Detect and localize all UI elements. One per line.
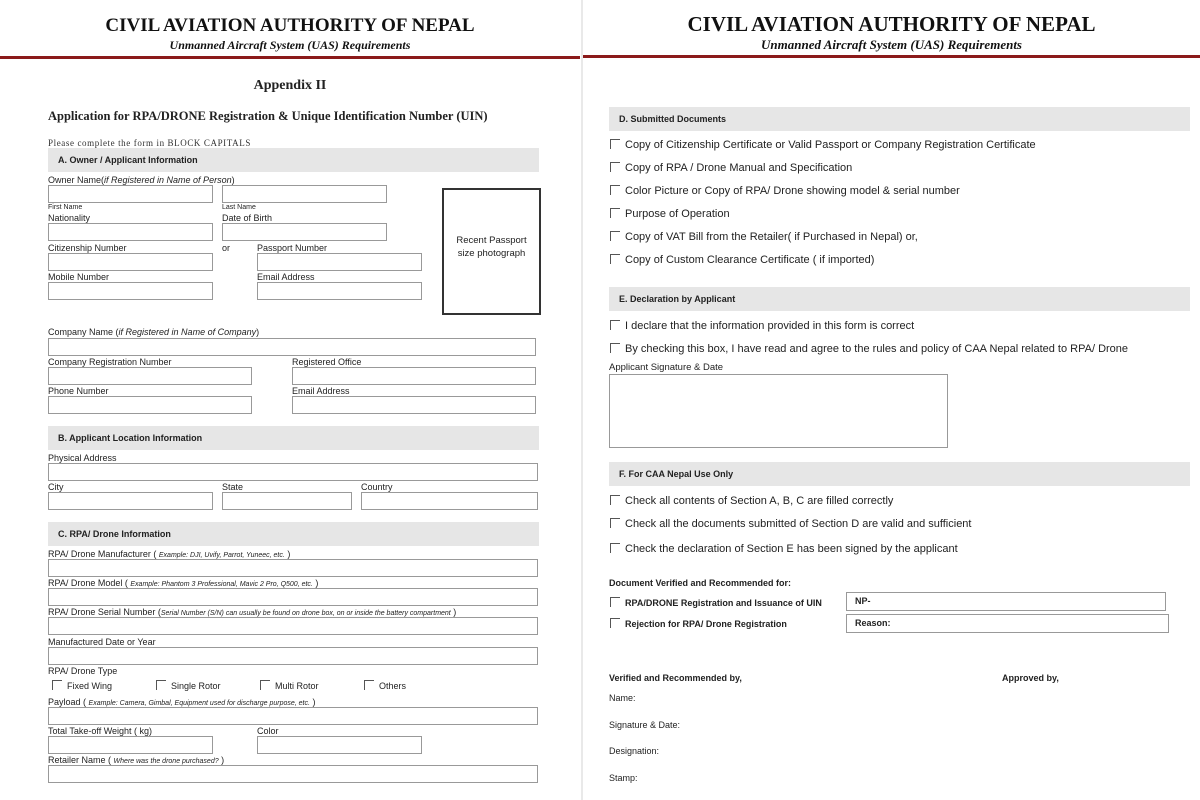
right-header-subtitle: Unmanned Aircraft System (UAS) Requirements [761,37,1022,52]
phone-field[interactable] [48,396,252,414]
payload-field[interactable] [48,707,538,725]
check-documents-d-checkbox[interactable]: Check all the documents submitted of Section D are valid and sufficient [610,518,971,530]
weight-field[interactable] [48,736,213,754]
retailer-field[interactable] [48,765,538,783]
dob-field[interactable] [222,223,387,241]
company-email-label: Email Address [292,386,350,396]
applicant-signature-label: Applicant Signature & Date [609,362,724,373]
model-label: RPA/ Drone Model ( Example: Phantom 3 Professional, Mavic 2 Pro, Q500, etc. ) [48,578,319,588]
first-name-field[interactable] [48,185,213,203]
mfg-date-label: Manufactured Date or Year [48,637,156,647]
state-label: State [222,482,244,492]
section-c-heading: C. RPA/ Drone Information [48,522,539,546]
form-instruction: Please complete the form in BLOCK CAPITALS [48,138,251,148]
section-f-heading: F. For CAA Nepal Use Only [609,462,1190,486]
first-name-label: First Name [48,204,83,211]
payload-label: Payload ( Example: Camera, Gimbal, Equipment used for discharge purpose, etc. ) [48,697,316,707]
country-field[interactable] [361,492,538,510]
mfg-date-field[interactable] [48,647,538,665]
np-number-field[interactable]: NP- [846,592,1166,611]
retailer-label: Retailer Name ( Where was the drone purchased? ) [48,755,225,765]
model-field[interactable] [48,588,538,606]
city-field[interactable] [48,492,213,510]
type-multi-rotor-checkbox[interactable]: Multi Rotor [260,680,319,691]
email-label: Email Address [257,272,315,282]
registered-office-field[interactable] [292,367,536,385]
applicant-signature-box[interactable] [609,374,948,448]
verified-for-label: Document Verified and Recommended for: [609,578,792,588]
rejection-checkbox[interactable]: Rejection for RPA/ Drone Registration [610,618,787,629]
passport-label: Passport Number [257,243,328,253]
physical-address-field[interactable] [48,463,538,481]
company-reg-field[interactable] [48,367,252,385]
section-e-heading: E. Declaration by Applicant [609,287,1190,311]
mobile-field[interactable] [48,282,213,300]
doc-custom-clearance-checkbox[interactable]: Copy of Custom Clearance Certificate ( if imported) [610,254,874,266]
mobile-label: Mobile Number [48,272,110,282]
designation-label: Designation: [609,746,660,756]
doc-picture-checkbox[interactable]: Color Picture or Copy of RPA/ Drone showing model & serial number [610,185,960,197]
right-header-rule [583,55,1200,58]
declaration-correct-checkbox[interactable]: I declare that the information provided in this form is correct [610,320,914,332]
photo-label-line1: Recent Passport [456,235,527,246]
email-field[interactable] [257,282,422,300]
citizenship-field[interactable] [48,253,213,271]
manufacturer-label: RPA/ Drone Manufacturer ( Example: DJI, Uvify, Parrot, Yuneec, etc. ) [48,549,291,559]
doc-citizenship-checkbox[interactable]: Copy of Citizenship Certificate or Valid Passport or Company Registration Certificate [610,139,1036,151]
reason-field[interactable]: Reason: [846,614,1169,633]
company-reg-label: Company Registration Number [48,357,172,367]
last-name-label: Last Name [222,204,256,211]
doc-vat-bill-checkbox[interactable]: Copy of VAT Bill from the Retailer( if Purchased in Nepal) or, [610,231,918,243]
phone-label: Phone Number [48,386,109,396]
color-field[interactable] [257,736,422,754]
serial-label: RPA/ Drone Serial Number (Serial Number (S/N) can usually be found on drone box, on or inside the battery compartment ) [48,607,457,617]
passport-field[interactable] [257,253,422,271]
section-d-heading: D. Submitted Documents [609,107,1190,131]
last-name-field[interactable] [222,185,387,203]
state-field[interactable] [222,492,352,510]
left-page [0,0,580,800]
doc-purpose-checkbox[interactable]: Purpose of Operation [610,208,730,220]
right-header-title: CIVIL AVIATION AUTHORITY OF NEPAL [687,12,1096,36]
registered-office-label: Registered Office [292,357,362,367]
city-label: City [48,482,64,492]
registration-uin-checkbox[interactable]: RPA/DRONE Registration and Issuance of UIN [610,597,822,608]
signature-date-label: Signature & Date: [609,720,681,730]
nationality-label: Nationality [48,213,91,223]
company-email-field[interactable] [292,396,536,414]
name-label: Name: [609,693,636,703]
or-label: or [222,243,231,253]
section-a-heading: A. Owner / Applicant Information [48,148,539,172]
type-single-rotor-checkbox[interactable]: Single Rotor [156,680,221,691]
weight-label: Total Take-off Weight ( kg) [48,726,153,736]
dob-label: Date of Birth [222,213,273,223]
left-header-rule [0,56,580,59]
color-label: Color [257,726,279,736]
type-others-checkbox[interactable]: Others [364,680,406,691]
right-page [583,0,1200,800]
left-header-subtitle: Unmanned Aircraft System (UAS) Requirements [169,38,411,52]
type-fixed-wing-checkbox[interactable]: Fixed Wing [52,680,112,691]
country-label: Country [361,482,393,492]
approved-by-label: Approved by, [1002,673,1059,683]
check-sections-abc-checkbox[interactable]: Check all contents of Section A, B, C are filled correctly [610,495,893,507]
citizenship-label: Citizenship Number [48,243,127,253]
form-title: Application for RPA/DRONE Registration & Unique Identification Number (UIN) [48,109,488,123]
left-header-title: CIVIL AVIATION AUTHORITY OF NEPAL [105,15,475,36]
check-declaration-e-checkbox[interactable]: Check the declaration of Section E has been signed by the applicant [610,543,958,555]
appendix-label: Appendix II [253,78,327,93]
passport-photo-box[interactable] [442,188,541,315]
company-name-field[interactable] [48,338,536,356]
declaration-agree-checkbox[interactable]: By checking this box, I have read and agree to the rules and policy of CAA Nepal related to RPA/ Drone [610,343,1128,355]
serial-field[interactable] [48,617,538,635]
nationality-field[interactable] [48,223,213,241]
doc-manual-checkbox[interactable]: Copy of RPA / Drone Manual and Specification [610,162,852,174]
section-b-heading: B. Applicant Location Information [48,426,539,450]
owner-name-label: Owner Name(if Registered in Name of Person) [48,175,235,185]
verified-by-label: Verified and Recommended by, [609,673,742,683]
stamp-label: Stamp: [609,773,638,783]
photo-label-line2: size photograph [457,248,526,259]
physical-address-label: Physical Address [48,453,117,463]
manufacturer-field[interactable] [48,559,538,577]
drone-type-label: RPA/ Drone Type [48,666,118,676]
company-name-label: Company Name (if Registered in Name of Company) [48,327,260,337]
